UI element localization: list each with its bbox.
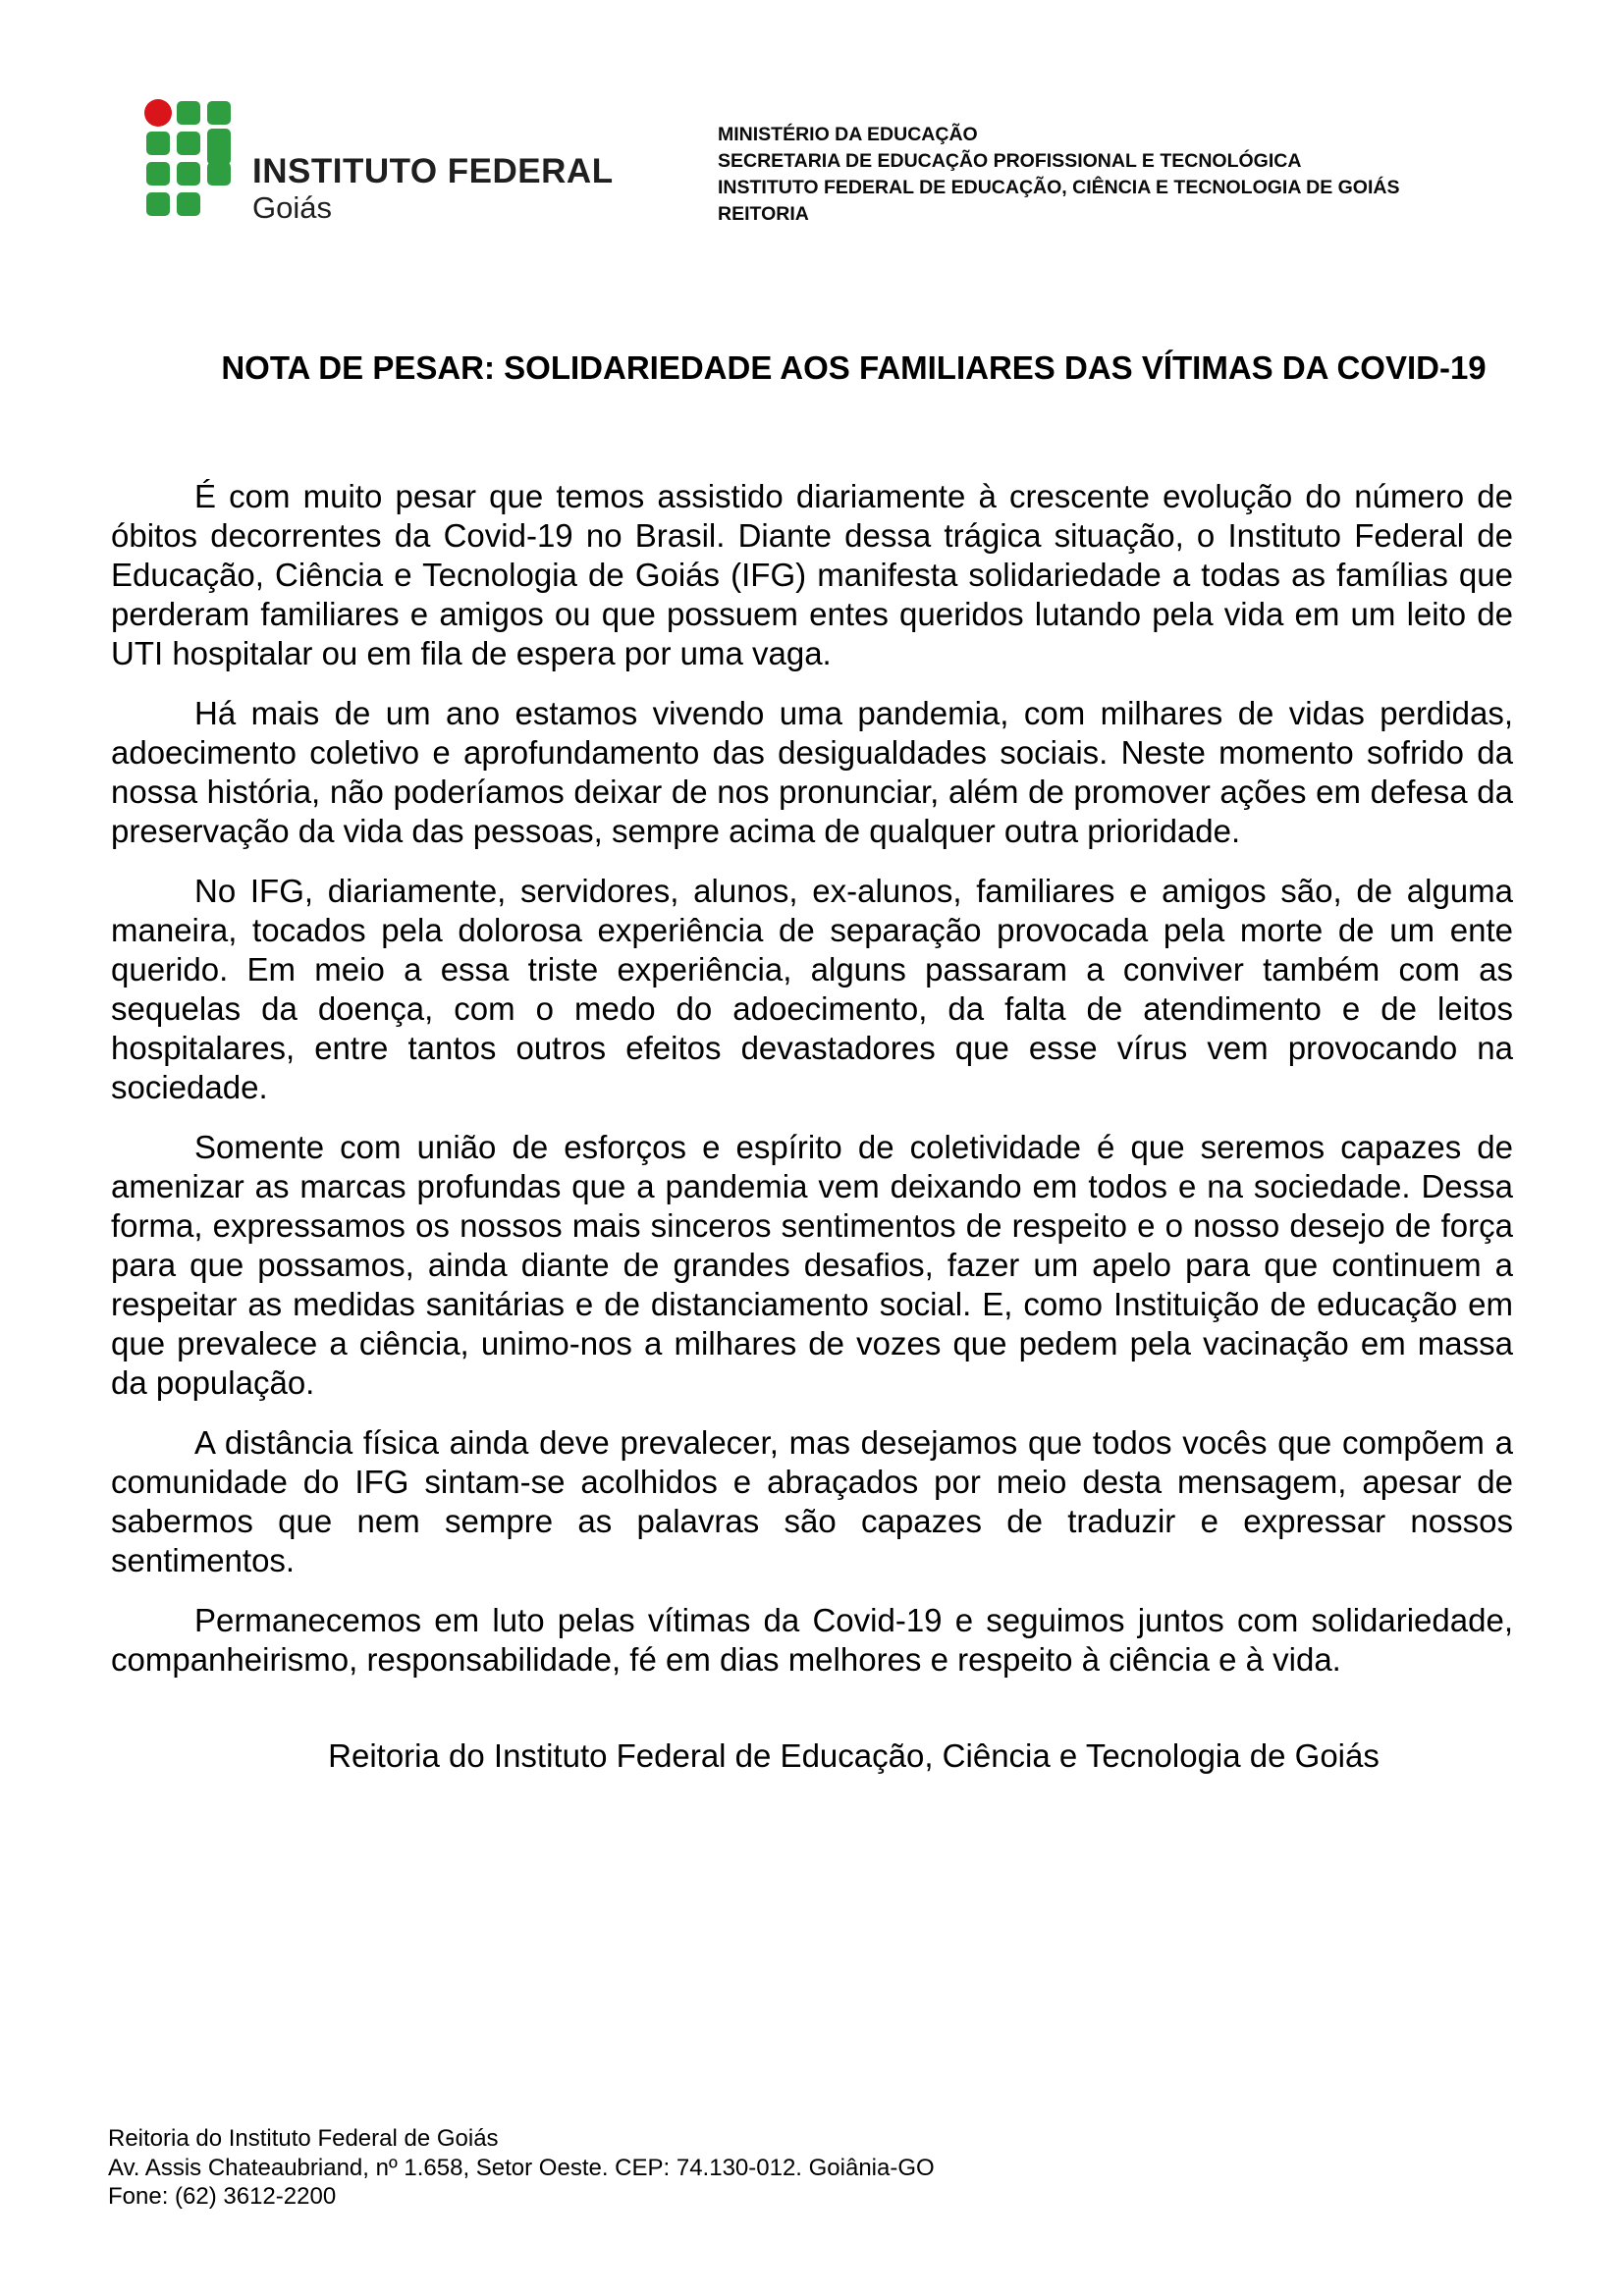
paragraph: No IFG, diariamente, servidores, alunos, ex-alunos, familiares e amigos são, de alguma maneira, tocados pela dolorosa experiência de separação provocada pela morte de um ente querido. Em meio a essa triste experiência, alguns passaram a conviver também com as sequelas da doença, com o medo do adoecimento, da falta de atendimento e de leitos hospitalares, entre tantos outros efeitos devastadores que esse vírus vem provocando na sociedade. — [111, 873, 1513, 1105]
paragraph: É com muito pesar que temos assistido diariamente à crescente evolução do número de óbitos decorrentes da Covid-19 no Brasil. Diante dessa trágica situação, o Instituto Federal de Educação, Ciência e Tecnologia de Goiás (IFG) manifesta solidariedade a todas as famílias que perderam familiares e amigos ou que possuem entes queridos lutando pela vida em um leito de UTI hospitalar ou em fila de espera por uma vaga. — [111, 478, 1513, 671]
paragraph: Permanecemos em luto pelas vítimas da Covid-19 e seguimos juntos com solidariedade, companheirismo, responsabilidade, fé em dias melhores e respeito à ciência e à vida. — [111, 1602, 1513, 1678]
logo-square — [207, 101, 231, 125]
logo-square — [146, 162, 170, 186]
logo-square — [177, 132, 200, 155]
logo-square — [146, 132, 170, 155]
ministry-header — [718, 122, 1399, 228]
paragraph: Há mais de um ano estamos vivendo uma pandemia, com milhares de vidas perdidas, adoecimento coletivo e aprofundamento das desigualdades sociais. Neste momento sofrido da nossa história, não poderíamos deixar de nos pronunciar, além de promover ações em defesa da preservação da vida das pessoas, sempre acima de qualquer outra prioridade. — [111, 695, 1513, 849]
logo-square — [207, 162, 231, 186]
ministry-line: MINISTÉRIO DA EDUCAÇÃO — [718, 124, 978, 145]
footer-line-org: Reitoria do Instituto Federal de Goiás — [108, 2125, 499, 2152]
brand-wordmark — [252, 154, 614, 223]
ministry-line: REITORIA — [718, 203, 809, 225]
logo-tall-square — [207, 129, 231, 165]
ministry-line: SECRETARIA DE EDUCAÇÃO PROFISSIONAL E TECNOLÓGICA — [718, 150, 1302, 172]
footer-line-phone: Fone: (62) 3612-2200 — [108, 2183, 337, 2210]
footer-line-address: Av. Assis Chateaubriand, nº 1.658, Setor Oeste. CEP: 74.130-012. Goiânia-GO — [108, 2154, 935, 2181]
if-squares-logo-icon — [146, 101, 237, 221]
document-body — [111, 477, 1513, 1796]
ministry-line: INSTITUTO FEDERAL DE EDUCAÇÃO, CIÊNCIA E TECNOLOGIA DE GOIÁS — [718, 177, 1400, 198]
brand-name: INSTITUTO FEDERAL — [252, 152, 614, 190]
paragraph: A distância física ainda deve prevalecer, mas desejamos que todos vocês que compõem a comunidade do IFG sintam-se acolhidos e abraçados por meio desta mensagem, apesar de sabermos que nem sempre as palavras são capazes de traduzir e expressar nossos sentimentos. — [111, 1424, 1513, 1578]
logo-square — [177, 101, 200, 125]
logo-square — [146, 192, 170, 216]
paragraph: Somente com união de esforços e espírito de coletividade é que seremos capazes de amenizar as marcas profundas que a pandemia vem deixando em todos e na sociedade. Dessa forma, expressamos os nossos mais sinceros sentimentos de respeito e o nosso desejo de força para que possamos, ainda diante de grandes desafios, fazer um apelo para que continuem a respeitar as medidas sanitárias e de distanciamento social. E, como Instituição de educação em que prevalece a ciência, unimo-nos a milhares de vozes que pedem pela vacinação em massa da população. — [111, 1129, 1513, 1401]
brand-region: Goiás — [252, 190, 332, 225]
logo-square — [177, 162, 200, 186]
logo-square — [177, 192, 200, 216]
logo-red-dot — [144, 99, 172, 127]
signature-line: Reitoria do Instituto Federal de Educação, Ciência e Tecnologia de Goiás — [328, 1737, 1380, 1774]
document-title: NOTA DE PESAR: SOLIDARIEDADE AOS FAMILIARES DAS VÍTIMAS DA COVID-19 — [221, 349, 1487, 386]
document-footer — [108, 2124, 935, 2212]
